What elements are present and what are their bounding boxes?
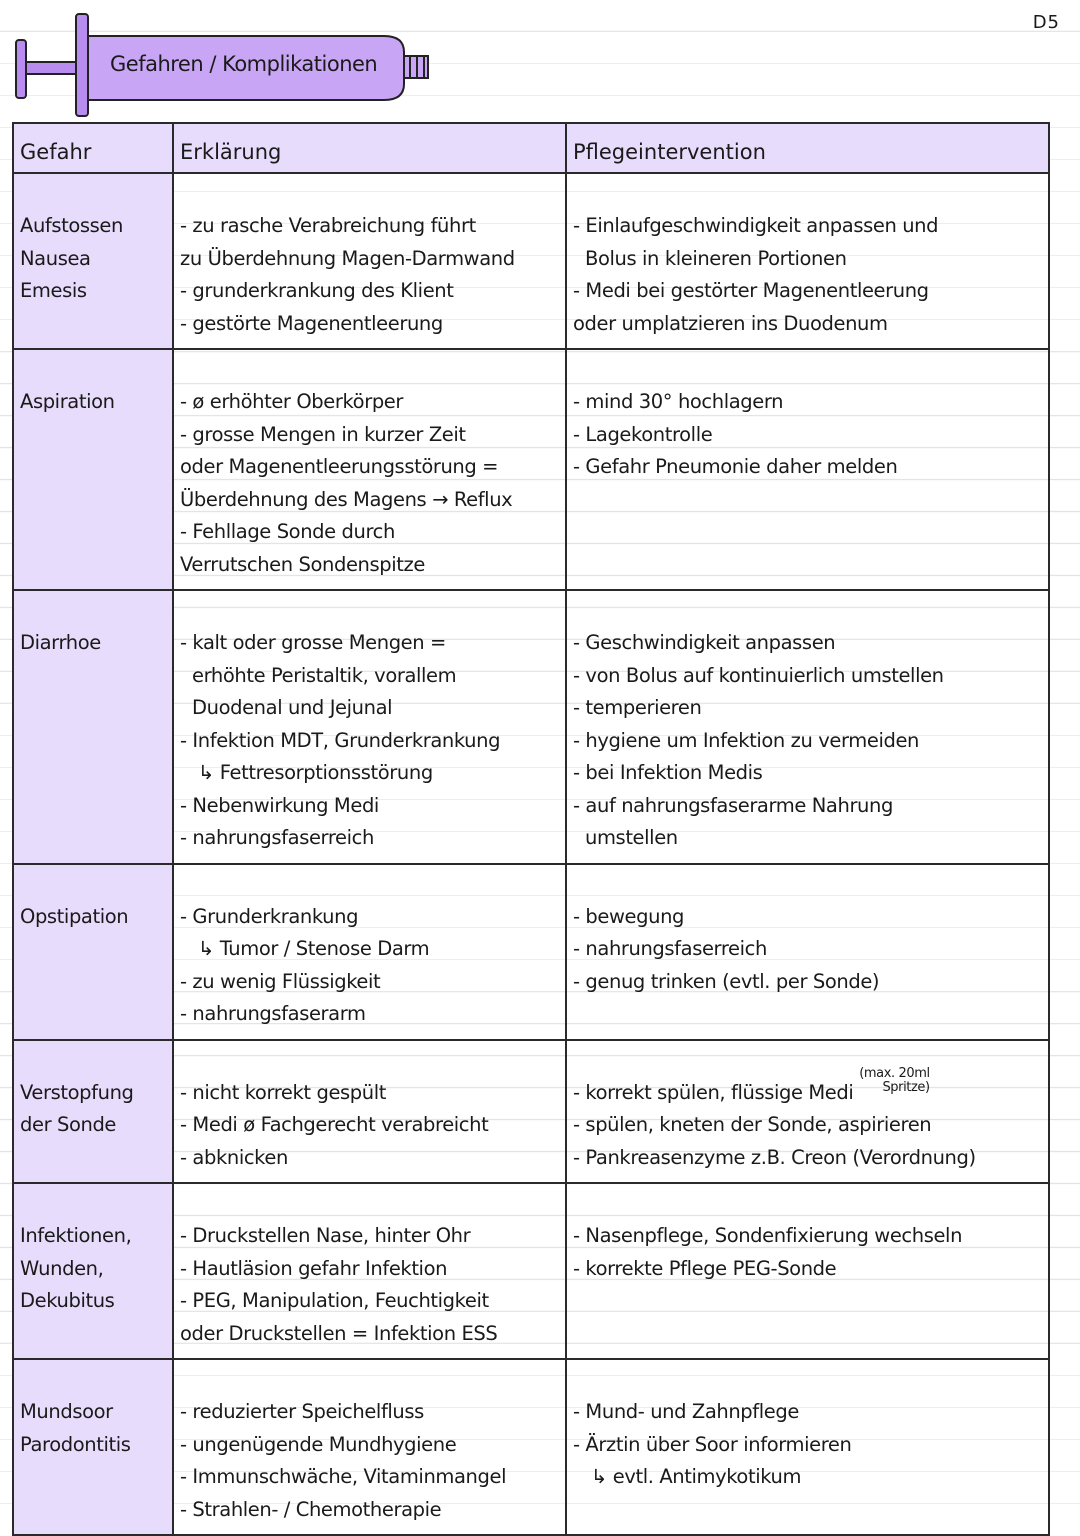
erklaerung-cell: - nicht korrekt gespült - Medi ø Fachgerecht verabreicht - abknicken	[173, 1040, 566, 1184]
pflege-cell: - mind 30° hochlagern - Lagekontrolle - Gefahr Pneumonie daher melden	[566, 349, 1049, 590]
annotation-note: (max. 20ml Spritze)	[859, 1065, 930, 1095]
pflege-cell: - bewegung - nahrungsfaserreich - genug trinken (evtl. per Sonde)	[566, 864, 1049, 1040]
header-erklaerung: Erklärung	[173, 123, 566, 173]
gefahr-cell: Diarrhoe	[13, 590, 173, 864]
complications-table	[12, 122, 1050, 1536]
header-gefahr: Gefahr	[13, 123, 173, 173]
table-row	[13, 173, 1049, 349]
table-row	[13, 1359, 1049, 1535]
gefahr-cell: Aufstossen Nausea Emesis	[13, 173, 173, 349]
gefahr-cell: Verstopfung der Sonde	[13, 1040, 173, 1184]
pflege-cell: - korrekt spülen, flüssige Medi (max. 20ml Spritze) - spülen, kneten der Sonde, aspirieren - Pankreasenzyme z.B. Creon (Verordnung)	[566, 1040, 1049, 1184]
erklaerung-cell: - ø erhöhter Oberkörper - grosse Mengen in kurzer Zeit oder Magenentleerungsstörung = Überdehnung des Magens → Reflux - Fehllage Sonde durch Verrutschen Sondenspitze	[173, 349, 566, 590]
page-title: Gefahren / Komplikationen	[110, 52, 378, 76]
table-row	[13, 1040, 1049, 1184]
gefahr-cell: Aspiration	[13, 349, 173, 590]
pflege-cell: - Geschwindigkeit anpassen - von Bolus auf kontinuierlich umstellen - temperieren - hygiene um Infektion zu vermeiden - bei Infektion Medis - auf nahrungsfaserarme Nahrung umstellen	[566, 590, 1049, 864]
table-header-row	[13, 123, 1049, 173]
erklaerung-cell: - Grunderkrankung ↳ Tumor / Stenose Darm - zu wenig Flüssigkeit - nahrungsfaserarm	[173, 864, 566, 1040]
table-row	[13, 864, 1049, 1040]
page-code: D5	[1032, 12, 1060, 33]
pflege-cell: - Nasenpflege, Sondenfixierung wechseln - korrekte Pflege PEG-Sonde	[566, 1183, 1049, 1359]
table-row	[13, 1183, 1049, 1359]
pflege-cell: - Einlaufgeschwindigkeit anpassen und Bolus in kleineren Portionen - Medi bei gestörter Magenentleerung oder umplatzieren ins Duodenum	[566, 173, 1049, 349]
erklaerung-cell: - Druckstellen Nase, hinter Ohr - Hautläsion gefahr Infektion - PEG, Manipulation, Feuchtigkeit oder Druckstellen = Infektion ESS	[173, 1183, 566, 1359]
gefahr-cell: Infektionen, Wunden, Dekubitus	[13, 1183, 173, 1359]
header-pflegeintervention: Pflegeintervention	[566, 123, 1049, 173]
erklaerung-cell: - zu rasche Verabreichung führt zu Überdehnung Magen-Darmwand - grunderkrankung des Klient - gestörte Magenentleerung	[173, 173, 566, 349]
gefahr-cell: Mundsoor Parodontitis	[13, 1359, 173, 1535]
erklaerung-cell: - kalt oder grosse Mengen = erhöhte Peristaltik, vorallem Duodenal und Jejunal - Infektion MDT, Grunderkrankung ↳ Fettresorptionsstörung - Nebenwirkung Medi - nahrungsfaserreich	[173, 590, 566, 864]
pflege-cell: - Mund- und Zahnpflege - Ärztin über Soor informieren ↳ evtl. Antimykotikum	[566, 1359, 1049, 1535]
gefahr-cell: Opstipation	[13, 864, 173, 1040]
erklaerung-cell: - reduzierter Speichelfluss - ungenügende Mundhygiene - Immunschwäche, Vitaminmangel - Strahlen- / Chemotherapie	[173, 1359, 566, 1535]
table-row	[13, 590, 1049, 864]
table-row	[13, 349, 1049, 590]
